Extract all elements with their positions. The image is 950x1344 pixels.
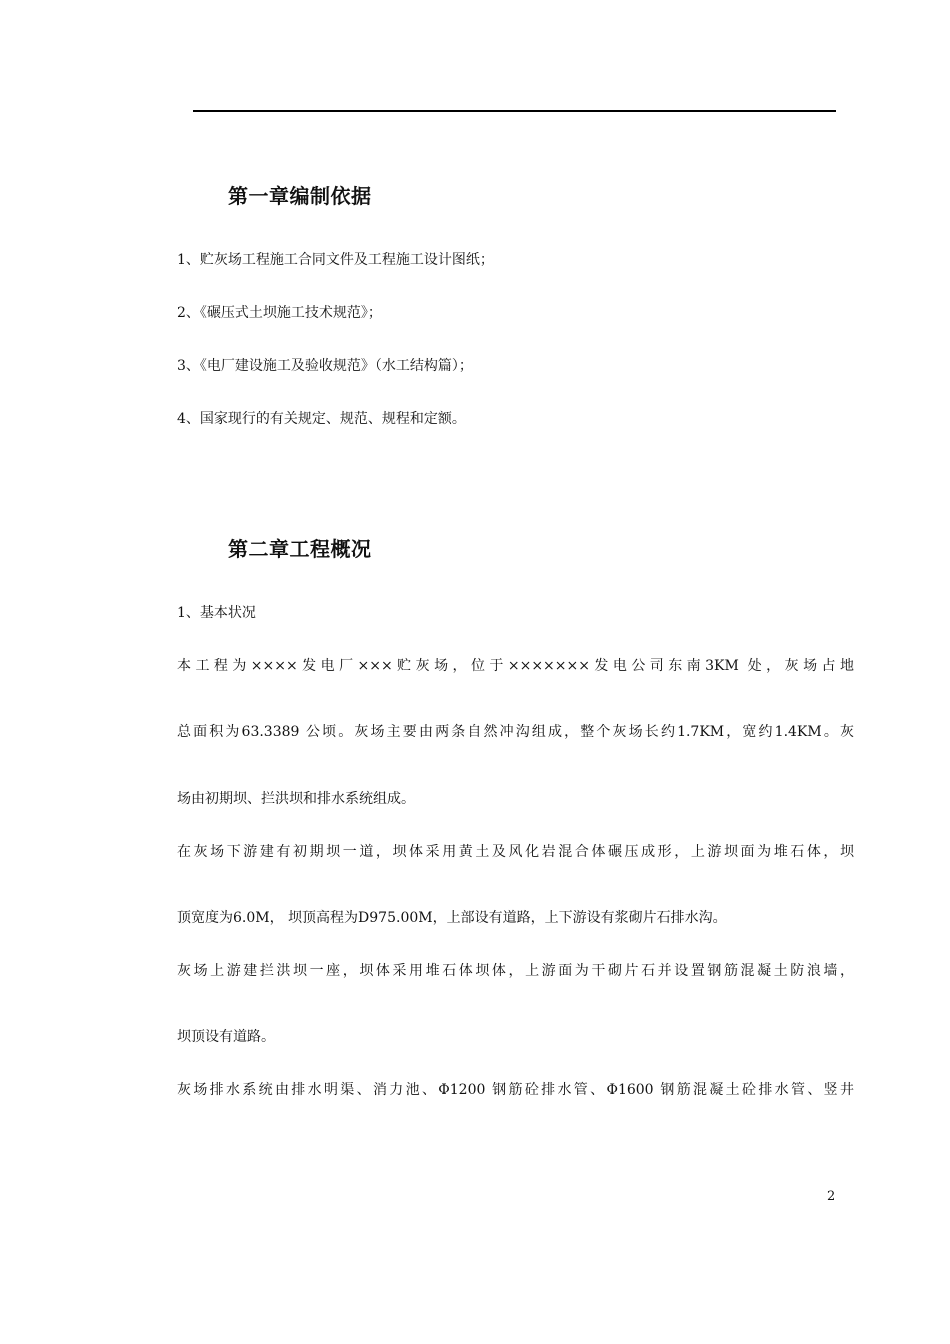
chapter1-item-4: 4、国家现行的有关规定、规范、规程和定额。 — [177, 411, 466, 427]
chapter2-subtitle: 1、基本状况 — [177, 605, 256, 621]
body-line-4: 在灰场下游建有初期坝一道，坝体采用黄土及风化岩混合体碾压成形，上游坝面为堆石体，坝 — [177, 844, 854, 860]
chapter1-item-2: 2、《碾压式土坝施工技术规范》； — [177, 305, 382, 321]
chapter1-item-1: 1、贮灰场工程施工合同文件及工程施工设计图纸； — [177, 252, 494, 268]
body-line-7: 坝顶设有道路。 — [177, 1029, 275, 1045]
page-number: 2 — [827, 1189, 836, 1204]
body-line-8: 灰场排水系统由排水明渠、消力池、Φ1200 钢筋砼排水管、Φ1600 钢筋混凝土砼排水管、竖井 — [177, 1082, 854, 1098]
body-line-3: 场由初期坝、拦洪坝和排水系统组成。 — [177, 791, 415, 807]
chapter1-item-3: 3、《电厂建设施工及验收规范》（水工结构篇）； — [177, 358, 473, 374]
body-line-2: 总面积为63.3389 公顷。灰场主要由两条自然冲沟组成，整个灰场长约1.7KM，宽约1.4KM。灰 — [177, 724, 854, 740]
body-line-1: 本工程为××××发电厂×××贮灰场，位于×××××××发电公司东南3KM 处，灰场占地 — [177, 658, 854, 674]
chapter2-title: 第二章工程概况 — [228, 537, 372, 561]
body-line-5: 顶宽度为6.0M， 坝顶高程为D975.00M，上部设有道路，上下游设有浆砌片石排水沟。 — [177, 910, 727, 926]
header-rule — [193, 110, 836, 112]
body-line-6: 灰场上游建拦洪坝一座，坝体采用堆石体坝体，上游面为干砌片石并设置钢筋混凝土防浪墙， — [177, 963, 854, 979]
chapter1-title: 第一章编制依据 — [228, 184, 372, 208]
